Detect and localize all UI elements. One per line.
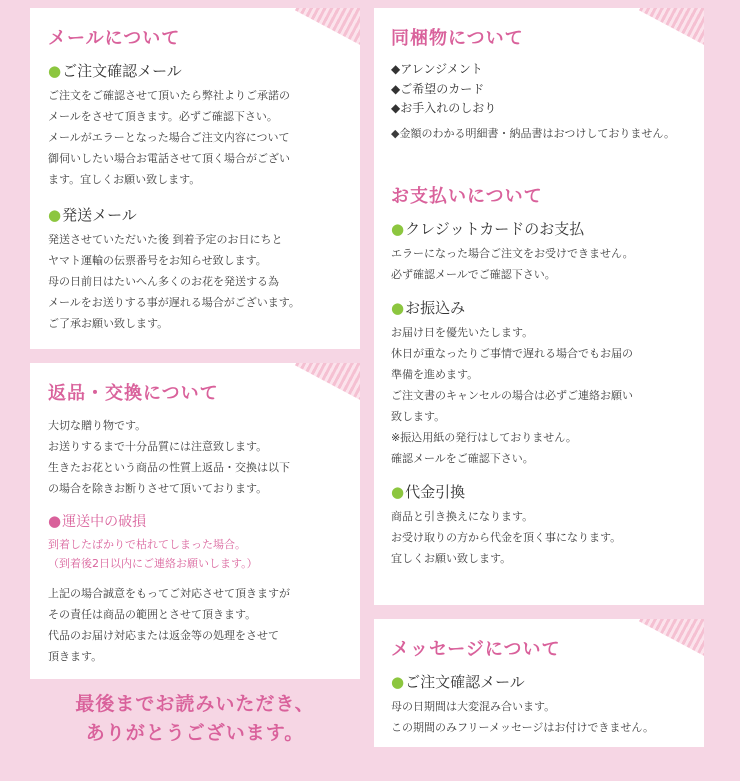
green-dot-icon: ● [391, 298, 405, 317]
enclosed-list: ◆アレンジメント ◆ご希望のカード ◆お手入れのしおり [391, 62, 497, 115]
green-dot-icon: ● [391, 219, 405, 238]
green-dot-icon: ● [391, 482, 405, 501]
subheading: ●ご注文確認メール [391, 673, 525, 691]
subheading: ●お振込み [391, 298, 466, 317]
pink-dot-icon: ● [48, 512, 62, 530]
closing-message: 最後までお読みいただき、 ありがとうございます。 [75, 693, 315, 744]
subheading: ●運送中の破損 [48, 512, 147, 530]
returns-section [30, 363, 360, 679]
green-dot-icon: ● [391, 673, 405, 691]
paragraph: エラーになった場合ご注文をお受けできません。 必ず確認メールでご確認下さい。 [391, 246, 634, 281]
paragraph: 上記の場合誠意をもってご対応させて頂きますが その責任は商品の範囲とさせて頂きます。 代品のお届け対応または返金等の処理をさせて 頂きます。 [48, 587, 290, 663]
subheading: ●クレジットカードのお支払 [391, 219, 585, 238]
green-dot-icon: ● [48, 206, 62, 224]
paragraph: お届け日を優先いたします。 休日が重なったりご事情で遅れる場合でもお届の 準備を進めます。 ご注文書のキャンセルの場合は必ずご連絡お願い 致します。 ※振込用紙の発行はしておりません。 確認メールをご確認下さい。 [391, 325, 633, 465]
subheading: ●ご注文確認メール [48, 62, 182, 80]
section-heading: お支払いについて [391, 185, 543, 207]
paragraph: 商品と引き換えになります。 お受け取りの方から代金を頂く事になります。 宜しくお願い致します。 [391, 509, 622, 565]
paragraph: 大切な贈り物です。 お送りするまで十分品質には注意致します。 生きたお花という商品の性質上返品・交換は以下 の場合を除きお断りさせて頂いております。 [48, 419, 290, 495]
section-heading: メッセージについて [391, 639, 561, 660]
paragraph: 発送させていただいた後 到着予定のお日にちと ヤマト運輸の伝票番号をお知らせ致します。 母の日前日はたいへん多くのお花を発送する為 メールをお送りする事が遅れる場合がございます。 ご了承お願い致します。 [48, 233, 300, 330]
enclosed-payment-section [374, 8, 704, 605]
mail-section [30, 8, 360, 349]
subheading: ●発送メール [48, 206, 137, 224]
paragraph: 母の日期間は大変混み合います。 この期間のみフリーメッセージはお付けできません。 [391, 700, 655, 734]
green-dot-icon: ● [48, 62, 62, 80]
section-heading: メールについて [48, 28, 181, 49]
message-section [374, 619, 704, 747]
paragraph: ご注文をご確認させて頂いたら弊社よりご承諾の メールをさせて頂きます。必ずご確認下さい。 メールがエラーとなった場合ご注文内容について 御伺いしたい場合お電話させて頂く場合がござい ます。宜しくお願い致します。 [48, 89, 290, 186]
section-heading: 返品・交換について [48, 383, 219, 404]
paragraph: ◆金額のわかる明細書・納品書はおつけしておりません。 [391, 126, 676, 140]
section-heading: 同梱物について [391, 28, 524, 49]
subheading: ●代金引換 [391, 482, 466, 501]
paragraph: 到着したばかりで枯れてしまった場合。 （到着後2日以内にご連絡お願いします。） [48, 538, 258, 570]
